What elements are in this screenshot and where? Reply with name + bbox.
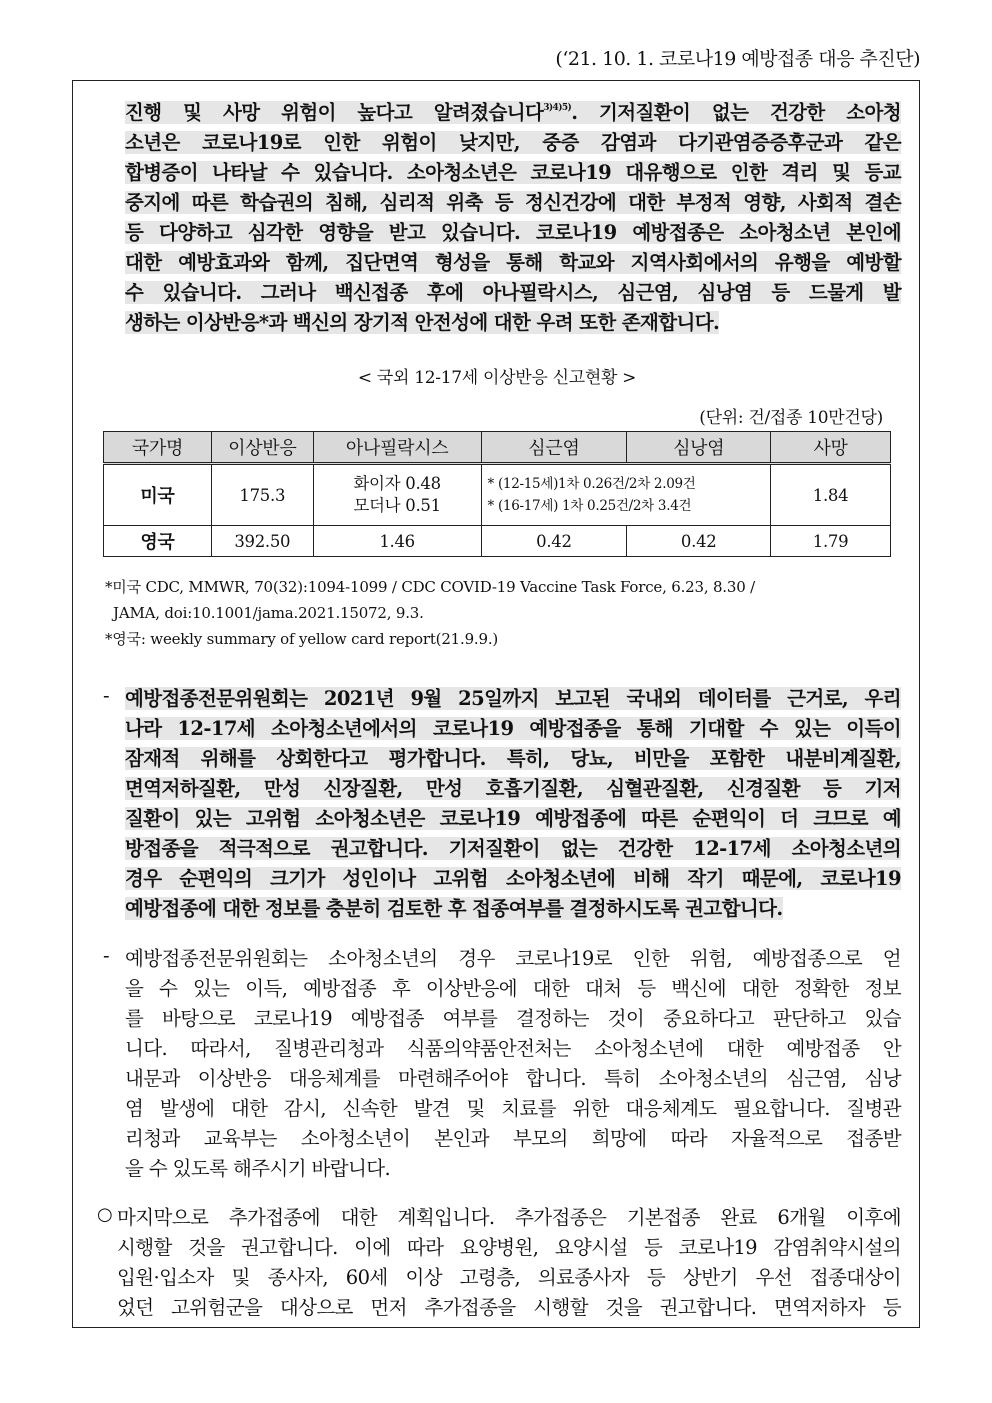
table-cell: 392.50 — [211, 526, 313, 557]
circle-bullet: ○ — [97, 1204, 113, 1225]
table-header-row — [104, 432, 891, 464]
para4-line: 었던 고위험군을 대상으로 먼저 추가접종을 시행할 것을 권고합니다. 면역저하자 등 — [117, 1296, 901, 1319]
table-cell: 1.84 — [771, 464, 891, 526]
intro-line: 합병증이 나타날 수 있습니다. 소아청소년은 코로나19 대유행으로 인한 격리 및 등교 — [125, 161, 901, 184]
adverse-reaction-table — [103, 431, 891, 557]
para2-line: 면역저하질환, 만성 신장질환, 만성 호흡기질환, 심혈관질환, 신경질환 등 기저 — [125, 777, 901, 800]
recommendation-paragraph — [125, 684, 901, 924]
para3-line: 예방접종전문위원회는 소아청소년의 경우 코로나19로 인한 위험, 예방접종으로 얻 — [125, 947, 901, 970]
intro-line: 대한 예방효과와 함께, 집단면역 형성을 통해 학교와 지역사회에서의 유행을 예방할 — [125, 251, 901, 274]
para3-line: 내문과 이상반응 대응체계를 마련해주어야 합니다. 특히 소아청소년의 심근염, 심낭 — [125, 1067, 901, 1090]
table-notes — [105, 574, 905, 652]
committee-paragraph — [125, 944, 901, 1184]
intro-line: 중지에 따른 학습권의 침해, 심리적 위축 등 정신건강에 대한 부정적 영향, 사회적 결손 — [125, 191, 901, 214]
document-frame — [72, 80, 920, 1328]
footnote-ref: 3)4)5) — [543, 103, 572, 113]
cell-line: * (12-15세)1차 0.26건/2차 2.09건 — [487, 476, 696, 492]
cell-line: 화이자 0.48 — [353, 474, 441, 493]
intro-line: 소년은 코로나19로 인한 위험이 낮지만, 중증 감염과 다기관염증증후군과 같은 — [125, 131, 901, 154]
para2-line: 잠재적 위해를 상회한다고 평가합니다. 특히, 당뇨, 비만을 포함한 내분비계질환, — [125, 747, 901, 770]
para3-line: 리청과 교육부는 소아청소년이 본인과 부모의 희망에 따라 자율적으로 접종받 — [125, 1127, 901, 1150]
table-cell — [313, 464, 481, 526]
para4-line: 입원·입소자 및 종사자, 60세 이상 고령층, 의료종사자 등 상반기 우선 접종대상이 — [117, 1266, 901, 1289]
dash-bullet: - — [103, 944, 110, 967]
table-cell — [481, 464, 771, 526]
table-header: 심근염 — [481, 432, 627, 464]
table-header: 아나필락시스 — [313, 432, 481, 464]
para2-line: 질환이 있는 고위험 소아청소년은 코로나19 예방접종에 따른 순편익이 더 크므로 예 — [125, 807, 901, 830]
note-line: *영국: weekly summary of yellow card report(21.9.9.) — [105, 630, 499, 648]
header-note: (‘21. 10. 1. 코로나19 예방접종 대응 추진단) — [555, 48, 920, 70]
table-header: 국가명 — [104, 432, 212, 464]
note-line: JAMA, doi:10.1001/jama.2021.15072, 9.3. — [113, 604, 424, 622]
table-cell: 1.46 — [313, 526, 481, 557]
table-title: < 국외 12-17세 이상반응 신고현황 > — [357, 368, 637, 388]
table-cell: 미국 — [104, 464, 212, 526]
booster-paragraph — [117, 1203, 901, 1323]
table-header: 심낭염 — [627, 432, 771, 464]
intro-paragraph — [125, 93, 901, 338]
table-cell: 0.42 — [627, 526, 771, 557]
cell-line: * (16-17세) 1차 0.25건/2차 3.4건 — [487, 498, 692, 514]
intro-line: 진행 및 사망 위험이 높다고 알려졌습니다$^{3)4)5)}$. 기저질환이 없는 건강한 소아청 — [125, 101, 901, 124]
table-cell: 0.42 — [481, 526, 627, 557]
note-line: *미국 CDC, MMWR, 70(32):1094-1099 / CDC COVID-19 Vaccine Task Force, 6.23, 8.30 / — [105, 578, 755, 596]
para2-line: 예방접종에 대한 정보를 충분히 검토한 후 접종여부를 결정하시도록 권고합니다. — [125, 897, 783, 920]
dash-bullet: - — [103, 684, 110, 707]
para3-line: 니다. 따라서, 질병관리청과 식품의약품안전처는 소아청소년에 대한 예방접종 안 — [125, 1037, 901, 1060]
para4-line: 시행할 것을 권고합니다. 이에 따라 요양병원, 요양시설 등 코로나19 감염취약시설의 — [117, 1236, 901, 1259]
para3-line: 을 수 있는 이득, 예방접종 후 이상반응에 대한 대처 등 백신에 대한 정확한 정보 — [125, 977, 901, 1000]
para2-line: 나라 12-17세 소아청소년에서의 코로나19 예방접종을 통해 기대할 수 있는 이득이 — [125, 717, 901, 740]
table-cell: 175.3 — [211, 464, 313, 526]
intro-line: 수 있습니다. 그러나 백신접종 후에 아나필락시스, 심근염, 심낭염 등 드물게 발 — [125, 281, 901, 304]
intro-line: 생하는 이상반응*과 백신의 장기적 안전성에 대한 우려 또한 존재합니다. — [125, 311, 720, 334]
intro-line: 등 다양하고 심각한 영향을 받고 있습니다. 코로나19 예방접종은 소아청소년 본인에 — [125, 221, 901, 244]
para2-line: 경우 순편익의 크기가 성인이나 고위험 소아청소년에 비해 작기 때문에, 코로나19 — [125, 867, 901, 890]
table-cell: 1.79 — [771, 526, 891, 557]
cell-line: 모더나 0.51 — [353, 496, 441, 515]
para2-line: 예방접종전문위원회는 2021년 9월 25일까지 보고된 국내외 데이터를 근거로, 우리 — [125, 687, 901, 710]
table-row-us — [104, 464, 891, 526]
para3-line: 를 바탕으로 코로나19 예방접종 여부를 결정하는 것이 중요하다고 판단하고 있습 — [125, 1007, 901, 1030]
table-cell: 영국 — [104, 526, 212, 557]
para4-line: 마지막으로 추가접종에 대한 계획입니다. 추가접종은 기본접종 완료 6개월 이후에 — [117, 1206, 901, 1229]
table-header: 사망 — [771, 432, 891, 464]
table-row-uk — [104, 526, 891, 557]
table-unit: (단위: 건/접종 10만건당) — [699, 408, 883, 428]
para2-line: 방접종을 적극적으로 권고합니다. 기저질환이 없는 건강한 12-17세 소아청소년의 — [125, 837, 901, 860]
para3-line: 을 수 있도록 해주시기 바랍니다. — [125, 1157, 391, 1180]
table-header: 이상반응 — [211, 432, 313, 464]
para3-line: 염 발생에 대한 감시, 신속한 발견 및 치료를 위한 대응체계도 필요합니다. 질병관 — [125, 1097, 901, 1120]
